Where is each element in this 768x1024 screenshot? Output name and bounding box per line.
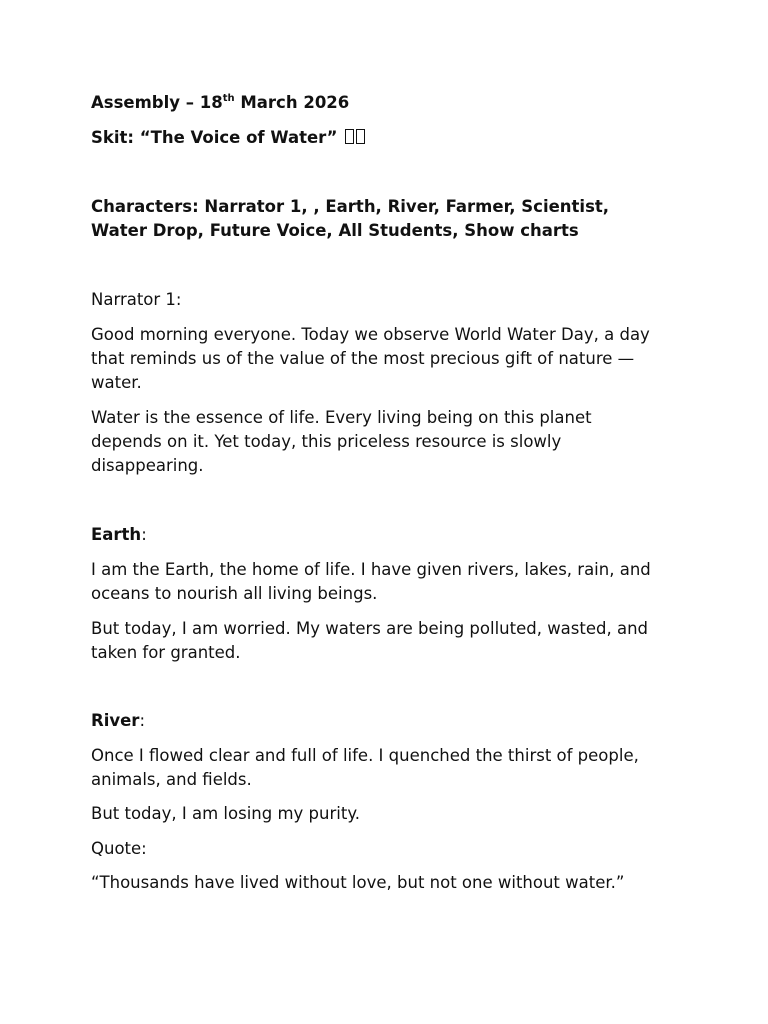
earth-paragraph-1: I am the Earth, the home of life. I have given rivers, lakes, rain, and oceans to nourish all living beings.: [91, 560, 651, 603]
narrator-paragraph-1: Good morning everyone. Today we observe World Water Day, a day that reminds us of the value of the most precious gift of nature — water.: [91, 325, 650, 392]
skit-title: [91, 126, 365, 150]
assembly-title-suffix: March 2026: [234, 93, 350, 112]
characters-line-2: Water Drop, Future Voice, All Students, Show charts: [91, 221, 579, 240]
earth-speaker: Earth: [91, 525, 142, 544]
skit-title-text: Skit: “The Voice of Water”: [91, 128, 344, 147]
characters-line-1: Characters: Narrator 1, , Earth, River, Farmer, Scientist,: [91, 197, 610, 216]
river-speaker-line: [91, 709, 145, 733]
river-speaker: River: [91, 711, 140, 730]
narrator-paragraph-2: Water is the essence of life. Every living being on this planet depends on it. Yet today, this priceless resource is slowly disappearing.: [91, 408, 592, 475]
assembly-title-prefix: Assembly – 18: [91, 93, 223, 112]
earth-colon: :: [141, 525, 147, 544]
quote-label: Quote:: [91, 839, 147, 858]
assembly-title-superscript: th: [222, 93, 235, 104]
earth-speaker-line: [91, 523, 147, 547]
assembly-title: [91, 91, 349, 115]
quote-text: “Thousands have lived without love, but not one without water.”: [91, 873, 625, 892]
river-paragraph-1: Once I flowed clear and full of life. I quenched the thirst of people, animals, and fields.: [91, 746, 639, 789]
earth-paragraph-2: But today, I am worried. My waters are being polluted, wasted, and taken for granted.: [91, 619, 649, 662]
missing-glyph-icon: [356, 129, 365, 144]
river-colon: :: [139, 711, 146, 730]
missing-glyph-icon: [345, 129, 354, 144]
river-paragraph-2: But today, I am losing my purity.: [91, 804, 360, 823]
narrator-speaker: Narrator 1:: [91, 290, 182, 309]
